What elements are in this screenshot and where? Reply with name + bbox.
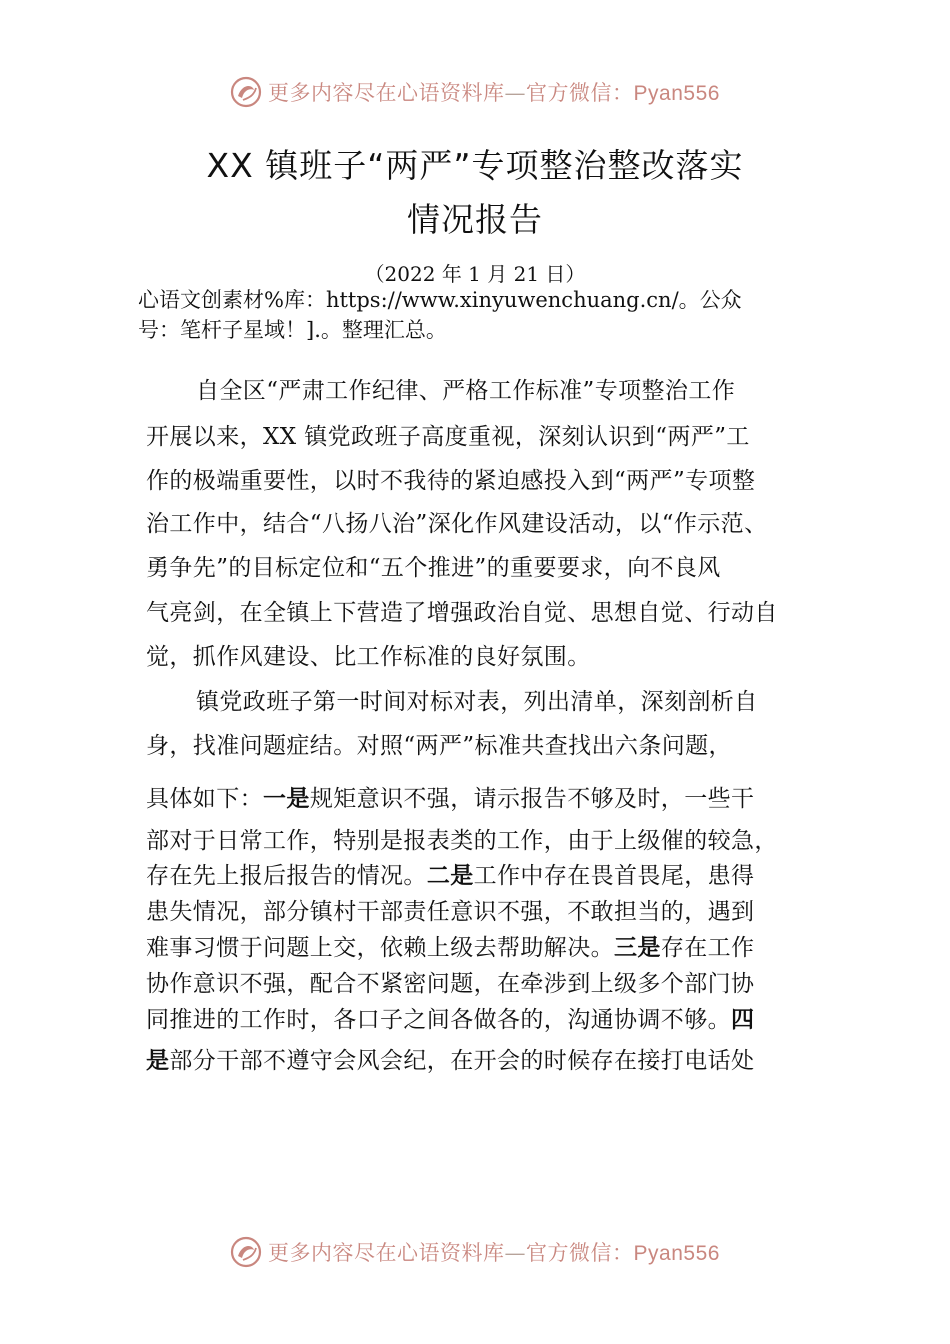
paragraph-2-line: 协作意识不强，配合不紧密问题，在牵涉到上级多个部门协 bbox=[146, 971, 755, 997]
paragraph-2-line: 难事习惯于问题上交，依赖上级去帮助解决。三是存在工作 bbox=[146, 935, 755, 961]
paragraph-1-line: 气亮剑，在全镇上下营造了增强政治自觉、思想自觉、行动自 bbox=[146, 600, 778, 626]
document-title-line1: XX 镇班子“两严”专项整治整改落实 bbox=[206, 146, 744, 185]
paragraph-2-line: 是部分干部不遵守会风会纪，在开会的时候存在接打电话处 bbox=[146, 1048, 755, 1074]
paragraph-1-line: 开展以来，XX 镇党政班子高度重视，深刻认识到“两严”工 bbox=[146, 424, 750, 450]
point-label: 三是 bbox=[614, 935, 661, 961]
paragraph-2-line: 身，找准问题症结。对照“两严”标准共查找出六条问题， bbox=[146, 733, 732, 759]
paragraph-1-line: 觉，抓作风建设、比工作标准的良好氛围。 bbox=[146, 644, 591, 670]
logo-icon bbox=[230, 76, 262, 108]
paragraph-1-line: 自全区“严肃工作纪律、严格工作标准”专项整治工作 bbox=[196, 378, 736, 404]
point-label: 四 bbox=[731, 1007, 755, 1033]
paragraph-1-line: 治工作中，结合“八扬八治”深化作风建设活动，以“作示范、 bbox=[146, 511, 768, 537]
paragraph-2-line: 存在先上报后报告的情况。二是工作中存在畏首畏尾，患得 bbox=[146, 863, 755, 889]
point-label: 一是 bbox=[263, 786, 310, 812]
source-note-line: 心语文创素材%库：https://www.xinyuwenchuang.cn/。公众 bbox=[138, 288, 742, 312]
point-label: 二是 bbox=[426, 863, 474, 889]
paragraph-2-line: 镇党政班子第一时间对标对表，列出清单，深刻剖析自 bbox=[196, 689, 758, 715]
point-label: 是 bbox=[146, 1048, 170, 1074]
header-watermark-banner bbox=[0, 72, 950, 112]
banner-text: 更多内容尽在心语资料库—官方微信：Pyan556 bbox=[268, 1241, 720, 1265]
banner-text: 更多内容尽在心语资料库—官方微信：Pyan556 bbox=[268, 81, 720, 105]
document-date: （2022 年 1 月 21 日） bbox=[364, 262, 586, 286]
paragraph-2-line: 同推进的工作时，各口子之间各做各的，沟通协调不够。四 bbox=[146, 1007, 755, 1033]
paragraph-2-line: 部对于日常工作，特别是报表类的工作，由于上级催的较急， bbox=[146, 828, 778, 854]
paragraph-2-line: 患失情况，部分镇村干部责任意识不强，不敢担当的，遇到 bbox=[146, 899, 755, 925]
paragraph-1-line: 作的极端重要性，以时不我待的紧迫感投入到“两严”专项整 bbox=[146, 468, 756, 494]
source-note bbox=[138, 285, 828, 345]
logo-icon bbox=[230, 1236, 262, 1268]
paragraph-2-line: 具体如下：一是规矩意识不强，请示报告不够及时，一些干 bbox=[146, 786, 755, 812]
paragraph-1-line: 勇争先”的目标定位和“五个推进”的重要要求，向不良风 bbox=[146, 555, 721, 581]
source-note-line: 号：笔杆子星域！].。整理汇总。 bbox=[138, 318, 447, 342]
footer-watermark-banner bbox=[0, 1232, 950, 1272]
document-title-line2: 情况报告 bbox=[407, 200, 543, 239]
